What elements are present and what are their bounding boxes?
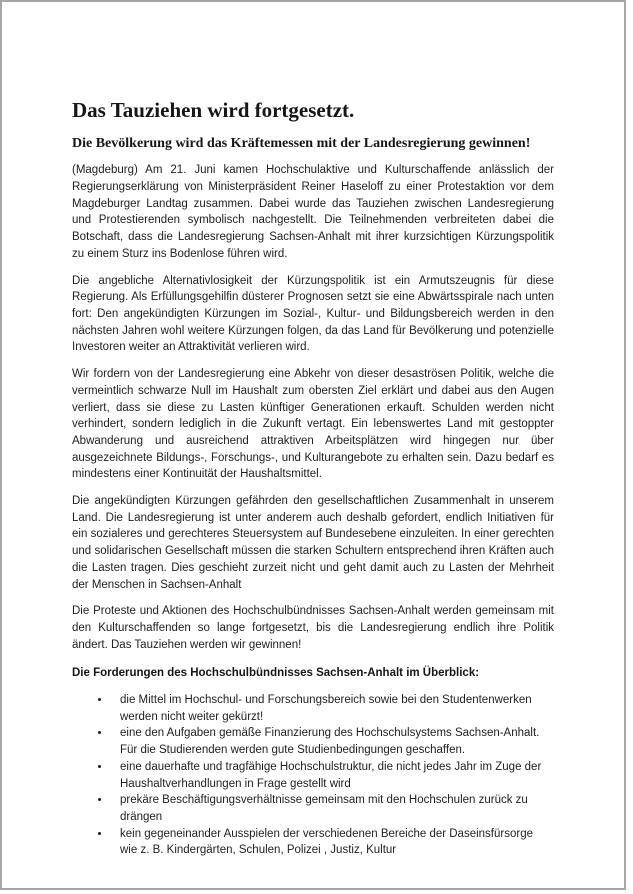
paragraph-protest-continuation: Die Proteste und Aktionen des Hochschulbündnisses Sachsen-Anhalt werden gemeinsam mit den Kulturschaffenden so lange fortgesetzt, bis die Landesregierung endlich ihre Politik ändert. Das Tauziehen werden wir gewinnen! <box>72 605 554 651</box>
demand-item-precarious-employment: • prekäre Beschäftigungsverhältnisse gemeinsam mit den Hochschulen zurück zu drängen <box>111 792 544 825</box>
paragraph-social-cohesion: Die angekündigten Kürzungen gefährden den gesellschaftlichen Zusammenhalt in unserem Land. Die Landesregierung ist unter anderem auch deshalb gefordert, endlich Initiativen für ein sozialeres und gerechteres Steuersystem auf Bundesebene einzuleiten. In einer gerechten und solidarischen Gesellschaft müssen die starken Schultern entsprechend ihren Kräften auch die Lasten tragen. Dies geschieht zurzeit nicht und geht damit auch zu Lasten der Mehrheit der Menschen in Sachsen-Anhalt <box>72 495 554 591</box>
demand-item-adequate-financing: • eine den Aufgaben gemäße Finanzierung des Hochschulsystems Sachsen-Anhalt. Für die Studierenden werden gute Studienbedingungen geschaffen. <box>111 725 544 758</box>
document-subtitle: Die Bevölkerung wird das Kräftemessen mit der Landesregierung gewinnen! <box>72 136 531 152</box>
paragraph-criticism: Die angebliche Alternativlosigkeit der Kürzungspolitik ist ein Armutszeugnis für diese Regierung. Als Erfüllungsgehilfin düsterer Prognosen setzt sie eine Abwärtsspirale nach unten fort: Den angekündigten Kürzungen im Sozial-, Kultur- und Bildungsbereich werden in den nächsten Jahren wohl weitere Kürzungen folgen, da das Land für Bevölkerung und potenzielle Investoren weiter an Attraktivität verlieren wird. <box>72 274 554 354</box>
paragraph-demand-policy-change: Wir fordern von der Landesregierung eine Abkehr von dieser desaströsen Politik, welche die vermeintlich schwarze Null im Haushalt zum obersten Ziel erklärt und dabei aus den Augen verliert, dass sie diese zu Lasten künftiger Generationen erkauft. Schulden werden nicht verhindert, sondern lediglich in die Zukunft vertagt. Ein lebenswertes Land mit gestoppter Abwanderung und ausreichend attraktiven Arbeitsplätzen wird hingegen nur über ausgezeichnete Bildungs-, Forschungs-, und Kulturangebote zu erhalten sein. Dazu bedarf es mindestens einer Kontinuität der Haushaltsmittel. <box>72 368 554 481</box>
paragraph-intro: (Magdeburg) Am 21. Juni kamen Hochschulaktive und Kulturschaffende anlässlich der Regierungserklärung von Ministerpräsident Reiner Haseloff zu einer Protestaktion vor dem Magdeburger Landtag zusammen. Dabei wurde das Tauziehen zwischen Landesregierung und Protestierenden symbolisch nachgestellt. Die Teilnehmenden verbreiteten dabei die Botschaft, dass die Landesregierung Sachsen-Anhalt mit ihrer kurzsichtigen Kürzungspolitik zu einem Sturz ins Bodenlose führen wird. <box>72 164 554 260</box>
document-title: Das Tauziehen wird fortgesetzt. <box>72 98 355 122</box>
demands-list <box>72 692 554 859</box>
demand-item-funding-cuts: • die Mittel im Hochschul- und Forschungsbereich sowie bei den Studentenwerken werden nicht weiter gekürzt! <box>111 692 544 725</box>
document-content <box>2 2 624 859</box>
demand-item-no-playing-off: • kein gegeneinander Ausspielen der verschiedenen Bereiche der Daseinsfürsorge wie z. B. Kindergärten, Schulen, Polizei , Justiz, Kultur <box>111 826 544 859</box>
demand-item-stable-structure: • eine dauerhafte und tragfähige Hochschulstruktur, die nicht jedes Jahr im Zuge der Haushaltverhandlungen in Frage gestellt wird <box>111 759 544 792</box>
demands-list-heading: Die Forderungen des Hochschulbündnisses Sachsen-Anhalt im Überblick: <box>72 667 480 680</box>
